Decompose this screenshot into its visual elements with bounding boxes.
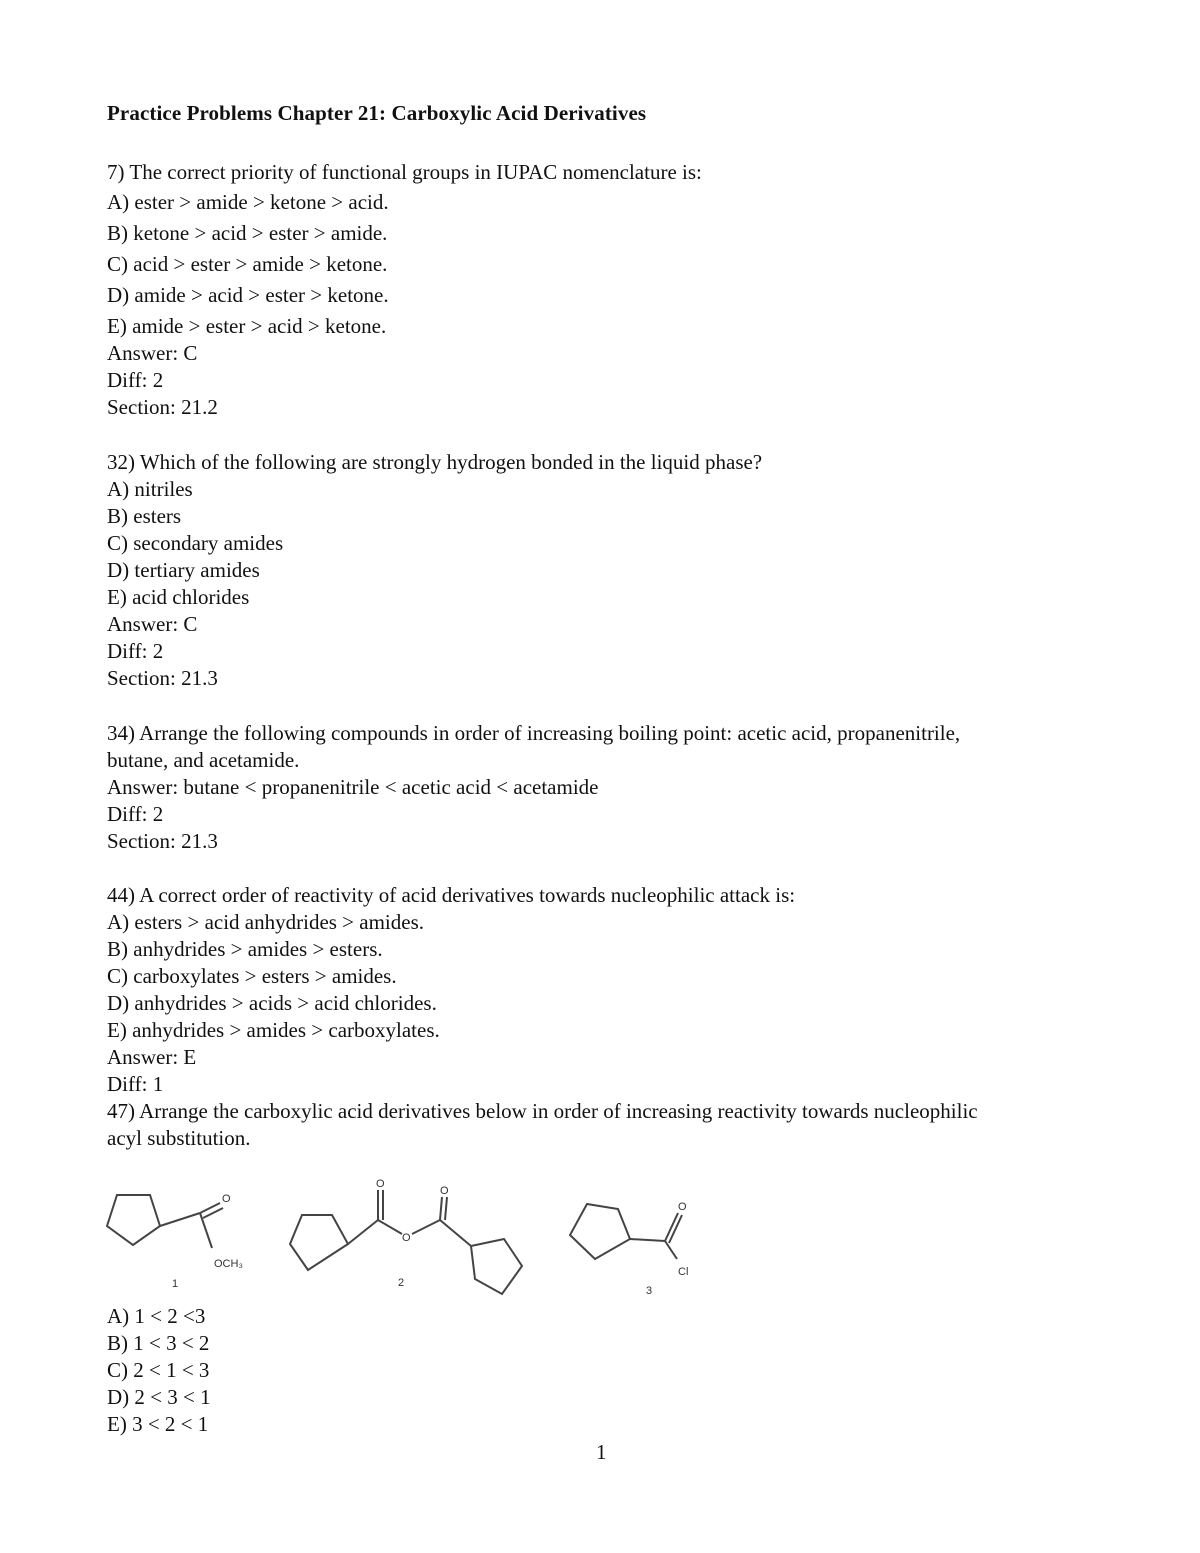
question-34-section: Section: 21.3 <box>107 829 218 853</box>
question-32-option-c: C) secondary amides <box>107 531 284 555</box>
structure-1-methoxy: OCH₃ <box>214 1258 243 1270</box>
page-number: 1 <box>596 1440 607 1464</box>
question-32-text: 32) Which of the following are strongly hydrogen bonded in the liquid phase? <box>107 450 763 474</box>
question-7-answer: Answer: C <box>107 341 198 365</box>
question-7-option-c: C) acid > ester > amide > ketone. <box>107 252 388 276</box>
question-44-text: 44) A correct order of reactivity of acid derivatives towards nucleophilic attack is: <box>107 883 796 907</box>
page-title: Practice Problems Chapter 21: Carboxylic Acid Derivatives <box>107 101 647 125</box>
structure-2-anhydride <box>280 1175 540 1305</box>
question-32-section: Section: 21.3 <box>107 666 218 690</box>
question-7-option-a: A) ester > amide > ketone > acid. <box>107 190 389 214</box>
question-32-option-a: A) nitriles <box>107 477 193 501</box>
structure-3-carbonyl-oxygen: O <box>678 1201 687 1213</box>
question-44-option-d: D) anhydrides > acids > acid chlorides. <box>107 991 437 1015</box>
question-34-diff: Diff: 2 <box>107 802 164 826</box>
question-47-option-d: D) 2 < 3 < 1 <box>107 1385 211 1409</box>
structure-1-carbonyl-oxygen: O <box>222 1193 231 1205</box>
question-44-option-e: E) anhydrides > amides > carboxylates. <box>107 1018 440 1042</box>
question-7-option-e: E) amide > ester > acid > ketone. <box>107 314 387 338</box>
structure-2-number: 2 <box>398 1277 405 1289</box>
question-32-diff: Diff: 2 <box>107 639 164 663</box>
question-32-option-d: D) tertiary amides <box>107 558 260 582</box>
structure-2-oxygen-right: O <box>440 1185 449 1197</box>
structure-1-number: 1 <box>172 1278 179 1290</box>
question-7-diff: Diff: 2 <box>107 368 164 392</box>
structure-2-bridge-oxygen: O <box>402 1232 411 1244</box>
question-32-option-e: E) acid chlorides <box>107 585 250 609</box>
question-34-text-line1: 34) Arrange the following compounds in order of increasing boiling point: acetic acid, propanenitrile, <box>107 721 961 745</box>
structure-3-acid-chloride <box>565 1195 705 1295</box>
question-47-option-a: A) 1 < 2 <3 <box>107 1304 206 1328</box>
question-7-text: 7) The correct priority of functional groups in IUPAC nomenclature is: <box>107 160 702 184</box>
question-44-option-c: C) carboxylates > esters > amides. <box>107 964 397 988</box>
question-47-text-line2: acyl substitution. <box>107 1126 251 1150</box>
question-7-section: Section: 21.2 <box>107 395 218 419</box>
question-44-option-a: A) esters > acid anhydrides > amides. <box>107 910 425 934</box>
question-44-option-b: B) anhydrides > amides > esters. <box>107 937 383 961</box>
question-44-diff: Diff: 1 <box>107 1072 164 1096</box>
structure-3-number: 3 <box>646 1285 653 1297</box>
question-32-answer: Answer: C <box>107 612 198 636</box>
question-47-text-line1: 47) Arrange the carboxylic acid derivatives below in order of increasing reactivity towards nucleophilic <box>107 1099 978 1123</box>
question-34-answer: Answer: butane < propanenitrile < acetic acid < acetamide <box>107 775 599 799</box>
question-7-option-b: B) ketone > acid > ester > amide. <box>107 221 388 245</box>
structure-2-oxygen-left: O <box>376 1178 385 1190</box>
structure-1-methyl-ester <box>100 1185 270 1295</box>
structure-3-chlorine: Cl <box>678 1266 689 1278</box>
question-32-option-b: B) esters <box>107 504 182 528</box>
question-47-option-b: B) 1 < 3 < 2 <box>107 1331 210 1355</box>
question-7-option-d: D) amide > acid > ester > ketone. <box>107 283 389 307</box>
question-44-answer: Answer: E <box>107 1045 197 1069</box>
question-47-option-c: C) 2 < 1 < 3 <box>107 1358 210 1382</box>
question-47-option-e: E) 3 < 2 < 1 <box>107 1412 209 1436</box>
question-34-text-line2: butane, and acetamide. <box>107 748 300 772</box>
